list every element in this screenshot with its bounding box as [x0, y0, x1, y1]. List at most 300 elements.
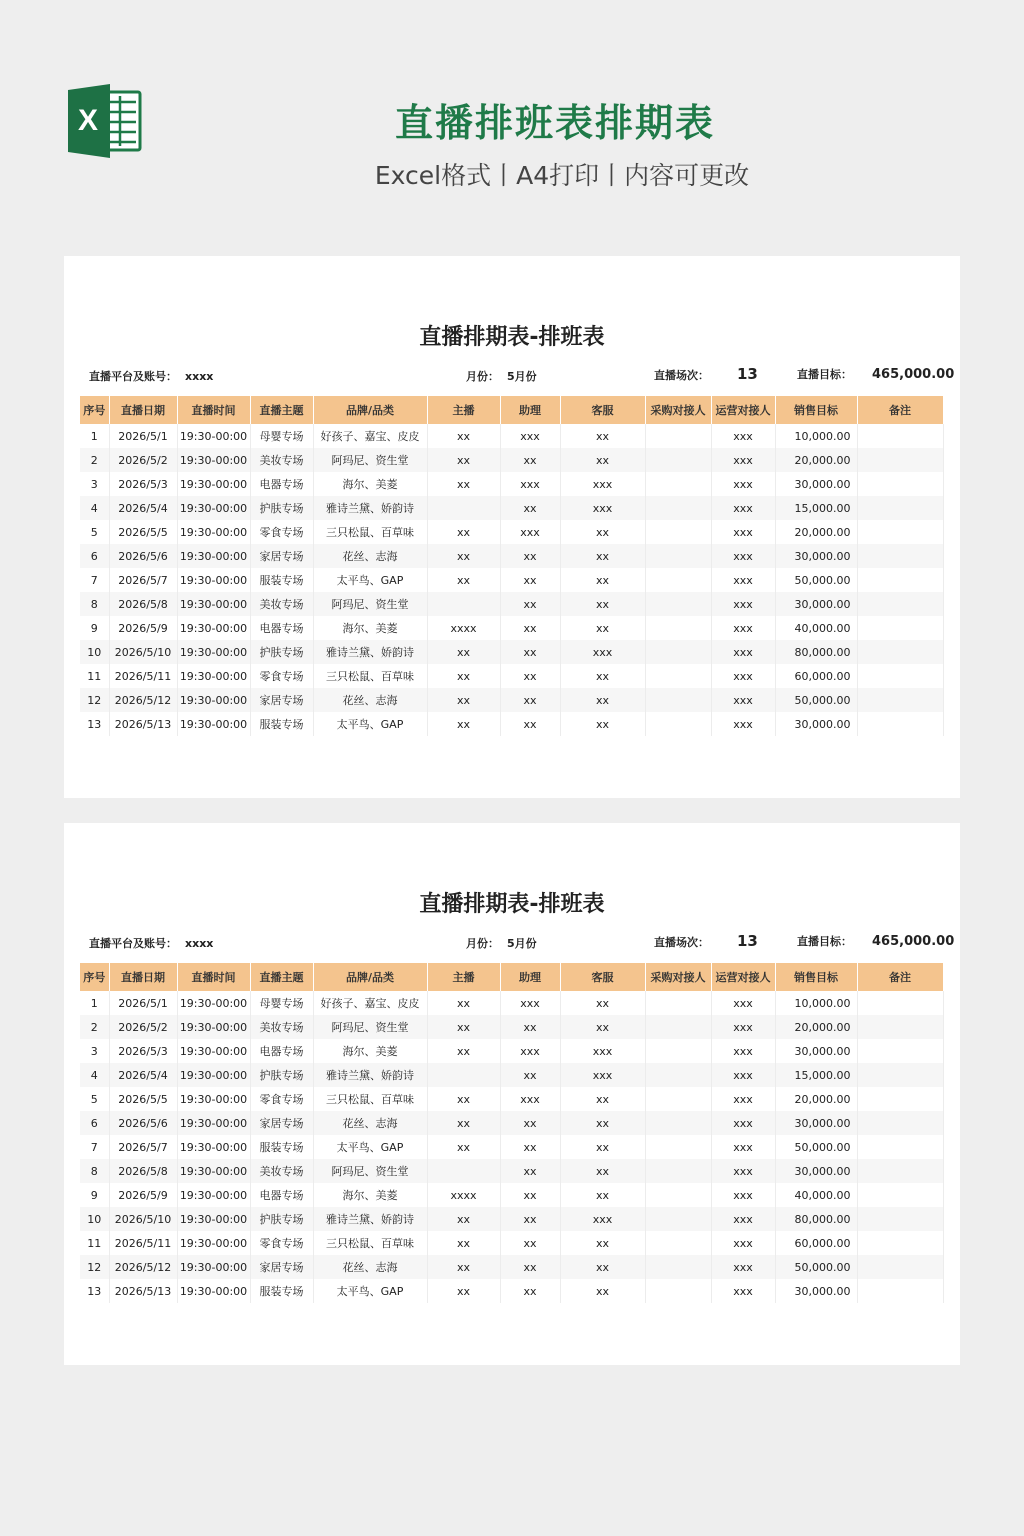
col-brand-cell: 三只松鼠、百草味: [313, 664, 427, 688]
col-brand-cell: 三只松鼠、百草味: [313, 1087, 427, 1111]
col-remark-cell: [857, 448, 943, 472]
col-remark-cell: [857, 640, 943, 664]
col-index-cell: 3: [80, 1039, 109, 1063]
col-time-cell: 19:30-00:00: [177, 544, 250, 568]
col-index-cell: 1: [80, 424, 109, 448]
col-theme-cell: 美妆专场: [250, 1159, 313, 1183]
col-date-cell: 2026/5/12: [109, 688, 177, 712]
table-row: [80, 424, 943, 448]
sheet-title: 直播排期表-排班表: [419, 892, 605, 917]
col-date-cell: 2026/5/1: [109, 424, 177, 448]
col-time-cell: 19:30-00:00: [177, 1039, 250, 1063]
col-operation-cell: xxx: [711, 664, 775, 688]
col-sales-target-cell: 30,000.00: [775, 472, 857, 496]
col-index-cell: 2: [80, 1015, 109, 1039]
sessions-label: 直播场次：: [654, 369, 709, 382]
col-brand-cell: 海尔、美菱: [313, 1039, 427, 1063]
col-time-header: 直播时间: [177, 963, 250, 991]
col-service-header: 客服: [560, 963, 645, 991]
col-index-cell: 13: [80, 712, 109, 736]
col-assistant-cell: xx: [500, 712, 560, 736]
col-service-cell: xxx: [560, 472, 645, 496]
col-sales-target-cell: 20,000.00: [775, 1087, 857, 1111]
col-time-cell: 19:30-00:00: [177, 1207, 250, 1231]
table-row: [80, 568, 943, 592]
col-theme-cell: 服装专场: [250, 712, 313, 736]
col-index-cell: 7: [80, 568, 109, 592]
table-row: [80, 1111, 943, 1135]
col-index-cell: 4: [80, 1063, 109, 1087]
col-brand-header: 品牌/品类: [313, 963, 427, 991]
col-time-cell: 19:30-00:00: [177, 1063, 250, 1087]
col-assistant-cell: xx: [500, 616, 560, 640]
col-host-cell: [427, 1159, 500, 1183]
col-purchase-cell: [645, 1015, 711, 1039]
col-assistant-cell: xx: [500, 1015, 560, 1039]
table-row: [80, 688, 943, 712]
col-assistant-cell: xx: [500, 1183, 560, 1207]
col-date-cell: 2026/5/12: [109, 1255, 177, 1279]
col-purchase-cell: [645, 1159, 711, 1183]
table-row: [80, 712, 943, 736]
col-operation-cell: xxx: [711, 991, 775, 1015]
col-host-cell: xx: [427, 448, 500, 472]
col-remark-header: 备注: [857, 963, 943, 991]
col-time-cell: 19:30-00:00: [177, 1111, 250, 1135]
col-service-cell: xx: [560, 1255, 645, 1279]
col-sales-target-cell: 30,000.00: [775, 712, 857, 736]
col-date-cell: 2026/5/6: [109, 544, 177, 568]
table-row: [80, 472, 943, 496]
col-remark-cell: [857, 1111, 943, 1135]
target-label: 直播目标：: [797, 935, 852, 948]
col-date-cell: 2026/5/9: [109, 1183, 177, 1207]
col-brand-cell: 太平鸟、GAP: [313, 1135, 427, 1159]
col-host-cell: xxxx: [427, 616, 500, 640]
col-date-cell: 2026/5/5: [109, 1087, 177, 1111]
col-theme-cell: 零食专场: [250, 1231, 313, 1255]
col-index-cell: 7: [80, 1135, 109, 1159]
col-assistant-cell: xxx: [500, 1087, 560, 1111]
col-remark-cell: [857, 1207, 943, 1231]
col-purchase-cell: [645, 424, 711, 448]
col-time-cell: 19:30-00:00: [177, 1279, 250, 1303]
schedule-table: [80, 396, 944, 736]
col-theme-cell: 护肤专场: [250, 1207, 313, 1231]
col-theme-cell: 家居专场: [250, 1255, 313, 1279]
col-theme-cell: 电器专场: [250, 616, 313, 640]
col-service-cell: xx: [560, 1159, 645, 1183]
platform-label: 直播平台及账号：: [89, 937, 177, 950]
col-sales-target-cell: 30,000.00: [775, 592, 857, 616]
table-row: [80, 1207, 943, 1231]
col-date-header: 直播日期: [109, 963, 177, 991]
col-index-cell: 11: [80, 664, 109, 688]
month-info: [466, 935, 537, 951]
col-assistant-cell: xx: [500, 1063, 560, 1087]
col-service-header: 客服: [560, 396, 645, 424]
table-row: [80, 496, 943, 520]
col-index-cell: 9: [80, 1183, 109, 1207]
logo-letter: X: [77, 104, 99, 137]
col-time-cell: 19:30-00:00: [177, 1159, 250, 1183]
col-assistant-cell: xx: [500, 688, 560, 712]
col-remark-cell: [857, 664, 943, 688]
col-brand-cell: 阿玛尼、资生堂: [313, 592, 427, 616]
col-assistant-cell: xx: [500, 1255, 560, 1279]
col-assistant-cell: xx: [500, 496, 560, 520]
table-row: [80, 1015, 943, 1039]
col-time-cell: 19:30-00:00: [177, 616, 250, 640]
col-index-cell: 5: [80, 520, 109, 544]
table-row: [80, 640, 943, 664]
col-operation-cell: xxx: [711, 544, 775, 568]
table-row: [80, 1279, 943, 1303]
col-date-cell: 2026/5/13: [109, 1279, 177, 1303]
month-label: 月份：: [466, 937, 499, 950]
table-row: [80, 1231, 943, 1255]
col-brand-cell: 花丝、志海: [313, 544, 427, 568]
col-theme-cell: 零食专场: [250, 520, 313, 544]
col-index-cell: 9: [80, 616, 109, 640]
col-theme-cell: 服装专场: [250, 1135, 313, 1159]
col-time-cell: 19:30-00:00: [177, 1183, 250, 1207]
col-time-cell: 19:30-00:00: [177, 472, 250, 496]
table-row: [80, 1087, 943, 1111]
col-theme-cell: 家居专场: [250, 688, 313, 712]
col-index-cell: 6: [80, 1111, 109, 1135]
col-assistant-cell: xx: [500, 568, 560, 592]
col-sales-target-header: 销售目标: [775, 396, 857, 424]
table-row: [80, 1039, 943, 1063]
col-operation-cell: xxx: [711, 424, 775, 448]
col-service-cell: xx: [560, 1015, 645, 1039]
col-brand-cell: 花丝、志海: [313, 1255, 427, 1279]
col-purchase-cell: [645, 592, 711, 616]
col-theme-cell: 护肤专场: [250, 640, 313, 664]
col-time-cell: 19:30-00:00: [177, 496, 250, 520]
table-row: [80, 1255, 943, 1279]
platform-info: [89, 935, 213, 951]
col-assistant-cell: xx: [500, 1231, 560, 1255]
col-operation-cell: xxx: [711, 1159, 775, 1183]
col-operation-cell: xxx: [711, 1039, 775, 1063]
col-index-cell: 8: [80, 1159, 109, 1183]
col-time-cell: 19:30-00:00: [177, 424, 250, 448]
col-remark-cell: [857, 991, 943, 1015]
col-brand-cell: 好孩子、嘉宝、皮皮: [313, 991, 427, 1015]
col-remark-cell: [857, 1087, 943, 1111]
col-time-cell: 19:30-00:00: [177, 520, 250, 544]
col-sales-target-cell: 30,000.00: [775, 544, 857, 568]
col-remark-cell: [857, 472, 943, 496]
col-purchase-cell: [645, 1135, 711, 1159]
col-assistant-cell: xx: [500, 1159, 560, 1183]
col-purchase-cell: [645, 688, 711, 712]
target-info: [797, 366, 954, 382]
target-value: 465,000.00: [872, 934, 955, 949]
col-host-cell: [427, 1063, 500, 1087]
col-brand-header: 品牌/品类: [313, 396, 427, 424]
col-sales-target-cell: 10,000.00: [775, 991, 857, 1015]
col-service-cell: xx: [560, 664, 645, 688]
col-time-cell: 19:30-00:00: [177, 688, 250, 712]
col-sales-target-cell: 30,000.00: [775, 1039, 857, 1063]
col-index-cell: 3: [80, 472, 109, 496]
col-theme-cell: 服装专场: [250, 568, 313, 592]
col-service-cell: xx: [560, 592, 645, 616]
col-date-cell: 2026/5/2: [109, 448, 177, 472]
col-operation-cell: xxx: [711, 1015, 775, 1039]
col-theme-cell: 美妆专场: [250, 1015, 313, 1039]
col-purchase-cell: [645, 1279, 711, 1303]
col-index-cell: 8: [80, 592, 109, 616]
col-date-cell: 2026/5/10: [109, 1207, 177, 1231]
col-assistant-cell: xx: [500, 1279, 560, 1303]
col-purchase-cell: [645, 640, 711, 664]
col-sales-target-cell: 20,000.00: [775, 448, 857, 472]
col-date-cell: 2026/5/4: [109, 1063, 177, 1087]
col-theme-header: 直播主题: [250, 963, 313, 991]
col-service-cell: xx: [560, 1231, 645, 1255]
col-assistant-cell: xx: [500, 448, 560, 472]
col-assistant-cell: xx: [500, 592, 560, 616]
col-brand-cell: 阿玛尼、资生堂: [313, 448, 427, 472]
sheet-preview-1: [64, 256, 960, 798]
schedule-table: [80, 963, 944, 1303]
col-index-cell: 13: [80, 1279, 109, 1303]
col-purchase-cell: [645, 496, 711, 520]
col-host-cell: xx: [427, 688, 500, 712]
col-date-cell: 2026/5/8: [109, 592, 177, 616]
col-index-cell: 1: [80, 991, 109, 1015]
col-theme-cell: 护肤专场: [250, 496, 313, 520]
col-assistant-cell: xx: [500, 544, 560, 568]
platform-value: xxxx: [185, 370, 214, 383]
platform-label: 直播平台及账号：: [89, 370, 177, 383]
col-operation-cell: xxx: [711, 1207, 775, 1231]
col-assistant-cell: xxx: [500, 472, 560, 496]
col-brand-cell: 雅诗兰黛、娇韵诗: [313, 1063, 427, 1087]
sessions-info: [654, 365, 758, 383]
col-host-cell: xxxx: [427, 1183, 500, 1207]
col-date-cell: 2026/5/2: [109, 1015, 177, 1039]
col-remark-cell: [857, 424, 943, 448]
col-remark-header: 备注: [857, 396, 943, 424]
col-operation-cell: xxx: [711, 1135, 775, 1159]
col-host-header: 主播: [427, 396, 500, 424]
col-service-cell: xx: [560, 568, 645, 592]
col-host-cell: xx: [427, 1135, 500, 1159]
col-host-cell: xx: [427, 424, 500, 448]
col-host-cell: xx: [427, 544, 500, 568]
col-service-cell: xx: [560, 712, 645, 736]
month-value: 5月份: [507, 370, 537, 383]
col-theme-cell: 零食专场: [250, 664, 313, 688]
col-service-cell: xx: [560, 1087, 645, 1111]
col-date-cell: 2026/5/4: [109, 496, 177, 520]
col-operation-cell: xxx: [711, 688, 775, 712]
table-row: [80, 1183, 943, 1207]
col-time-header: 直播时间: [177, 396, 250, 424]
col-purchase-cell: [645, 1063, 711, 1087]
col-time-cell: 19:30-00:00: [177, 592, 250, 616]
col-index-cell: 6: [80, 544, 109, 568]
col-service-cell: xx: [560, 1135, 645, 1159]
col-assistant-cell: xxx: [500, 1039, 560, 1063]
col-sales-target-cell: 20,000.00: [775, 520, 857, 544]
col-theme-cell: 电器专场: [250, 472, 313, 496]
col-host-cell: xx: [427, 472, 500, 496]
col-service-cell: xx: [560, 1183, 645, 1207]
col-remark-cell: [857, 1135, 943, 1159]
col-brand-cell: 雅诗兰黛、娇韵诗: [313, 496, 427, 520]
col-operation-cell: xxx: [711, 520, 775, 544]
col-service-cell: xxx: [560, 1207, 645, 1231]
col-brand-cell: 好孩子、嘉宝、皮皮: [313, 424, 427, 448]
col-purchase-cell: [645, 1111, 711, 1135]
col-purchase-header: 采购对接人: [645, 963, 711, 991]
col-theme-cell: 家居专场: [250, 1111, 313, 1135]
target-value: 465,000.00: [872, 367, 955, 382]
col-operation-cell: xxx: [711, 1111, 775, 1135]
col-sales-target-cell: 50,000.00: [775, 688, 857, 712]
col-operation-cell: xxx: [711, 640, 775, 664]
col-service-cell: xx: [560, 616, 645, 640]
col-host-header: 主播: [427, 963, 500, 991]
col-theme-cell: 电器专场: [250, 1183, 313, 1207]
table-row: [80, 1159, 943, 1183]
col-purchase-cell: [645, 1087, 711, 1111]
col-sales-target-cell: 40,000.00: [775, 1183, 857, 1207]
col-service-cell: xxx: [560, 496, 645, 520]
col-operation-header: 运营对接人: [711, 396, 775, 424]
col-remark-cell: [857, 544, 943, 568]
col-purchase-cell: [645, 616, 711, 640]
platform-value: xxxx: [185, 937, 214, 950]
col-purchase-cell: [645, 1039, 711, 1063]
month-info: [466, 368, 537, 384]
col-purchase-cell: [645, 1231, 711, 1255]
col-service-cell: xx: [560, 448, 645, 472]
col-index-cell: 12: [80, 688, 109, 712]
col-host-cell: xx: [427, 568, 500, 592]
sessions-value: 13: [737, 365, 758, 383]
col-date-cell: 2026/5/11: [109, 664, 177, 688]
col-theme-cell: 美妆专场: [250, 592, 313, 616]
col-operation-cell: xxx: [711, 496, 775, 520]
col-assistant-header: 助理: [500, 396, 560, 424]
col-theme-cell: 零食专场: [250, 1087, 313, 1111]
col-host-cell: xx: [427, 1015, 500, 1039]
col-brand-cell: 太平鸟、GAP: [313, 712, 427, 736]
col-sales-target-cell: 15,000.00: [775, 1063, 857, 1087]
col-operation-cell: xxx: [711, 472, 775, 496]
col-date-cell: 2026/5/6: [109, 1111, 177, 1135]
col-date-cell: 2026/5/8: [109, 1159, 177, 1183]
col-time-cell: 19:30-00:00: [177, 568, 250, 592]
col-theme-header: 直播主题: [250, 396, 313, 424]
col-index-header: 序号: [80, 396, 109, 424]
col-sales-target-cell: 80,000.00: [775, 640, 857, 664]
col-service-cell: xx: [560, 1279, 645, 1303]
sessions-label: 直播场次：: [654, 936, 709, 949]
col-assistant-header: 助理: [500, 963, 560, 991]
sheet-preview-2: [64, 823, 960, 1365]
page-subtitle: Excel格式丨A4打印丨内容可更改: [374, 161, 750, 190]
table-row: [80, 592, 943, 616]
col-brand-cell: 雅诗兰黛、娇韵诗: [313, 640, 427, 664]
col-sales-target-cell: 50,000.00: [775, 1135, 857, 1159]
col-brand-cell: 太平鸟、GAP: [313, 568, 427, 592]
col-operation-cell: xxx: [711, 568, 775, 592]
col-time-cell: 19:30-00:00: [177, 640, 250, 664]
col-assistant-cell: xx: [500, 1207, 560, 1231]
col-remark-cell: [857, 1159, 943, 1183]
col-service-cell: xx: [560, 544, 645, 568]
col-host-cell: [427, 496, 500, 520]
col-index-cell: 10: [80, 640, 109, 664]
col-host-cell: xx: [427, 1111, 500, 1135]
col-sales-target-cell: 50,000.00: [775, 1255, 857, 1279]
col-theme-cell: 电器专场: [250, 1039, 313, 1063]
col-theme-cell: 服装专场: [250, 1279, 313, 1303]
col-operation-cell: xxx: [711, 712, 775, 736]
table-row: [80, 616, 943, 640]
sessions-info: [654, 932, 758, 950]
col-service-cell: xx: [560, 520, 645, 544]
col-sales-target-cell: 30,000.00: [775, 1111, 857, 1135]
col-sales-target-cell: 60,000.00: [775, 1231, 857, 1255]
col-host-cell: xx: [427, 991, 500, 1015]
col-remark-cell: [857, 616, 943, 640]
col-brand-cell: 三只松鼠、百草味: [313, 520, 427, 544]
col-operation-cell: xxx: [711, 448, 775, 472]
sessions-value: 13: [737, 932, 758, 950]
col-host-cell: xx: [427, 1279, 500, 1303]
col-theme-cell: 母婴专场: [250, 991, 313, 1015]
col-remark-cell: [857, 1255, 943, 1279]
col-purchase-cell: [645, 712, 711, 736]
col-date-header: 直播日期: [109, 396, 177, 424]
col-time-cell: 19:30-00:00: [177, 1255, 250, 1279]
col-host-cell: xx: [427, 1231, 500, 1255]
col-brand-cell: 三只松鼠、百草味: [313, 1231, 427, 1255]
col-sales-target-cell: 40,000.00: [775, 616, 857, 640]
col-remark-cell: [857, 688, 943, 712]
col-brand-cell: 海尔、美菱: [313, 472, 427, 496]
col-purchase-cell: [645, 568, 711, 592]
col-service-cell: xx: [560, 424, 645, 448]
col-sales-target-cell: 30,000.00: [775, 1159, 857, 1183]
table-row: [80, 991, 943, 1015]
col-date-cell: 2026/5/7: [109, 568, 177, 592]
col-sales-target-cell: 10,000.00: [775, 424, 857, 448]
col-remark-cell: [857, 1231, 943, 1255]
table-row: [80, 1135, 943, 1159]
col-service-cell: xx: [560, 991, 645, 1015]
col-purchase-header: 采购对接人: [645, 396, 711, 424]
table-row: [80, 520, 943, 544]
col-assistant-cell: xx: [500, 1111, 560, 1135]
page-title: 直播排班表排期表: [394, 101, 715, 145]
col-remark-cell: [857, 1183, 943, 1207]
sheet-title: 直播排期表-排班表: [419, 325, 605, 350]
col-index-cell: 5: [80, 1087, 109, 1111]
col-service-cell: xxx: [560, 1063, 645, 1087]
col-date-cell: 2026/5/7: [109, 1135, 177, 1159]
col-service-cell: xxx: [560, 640, 645, 664]
